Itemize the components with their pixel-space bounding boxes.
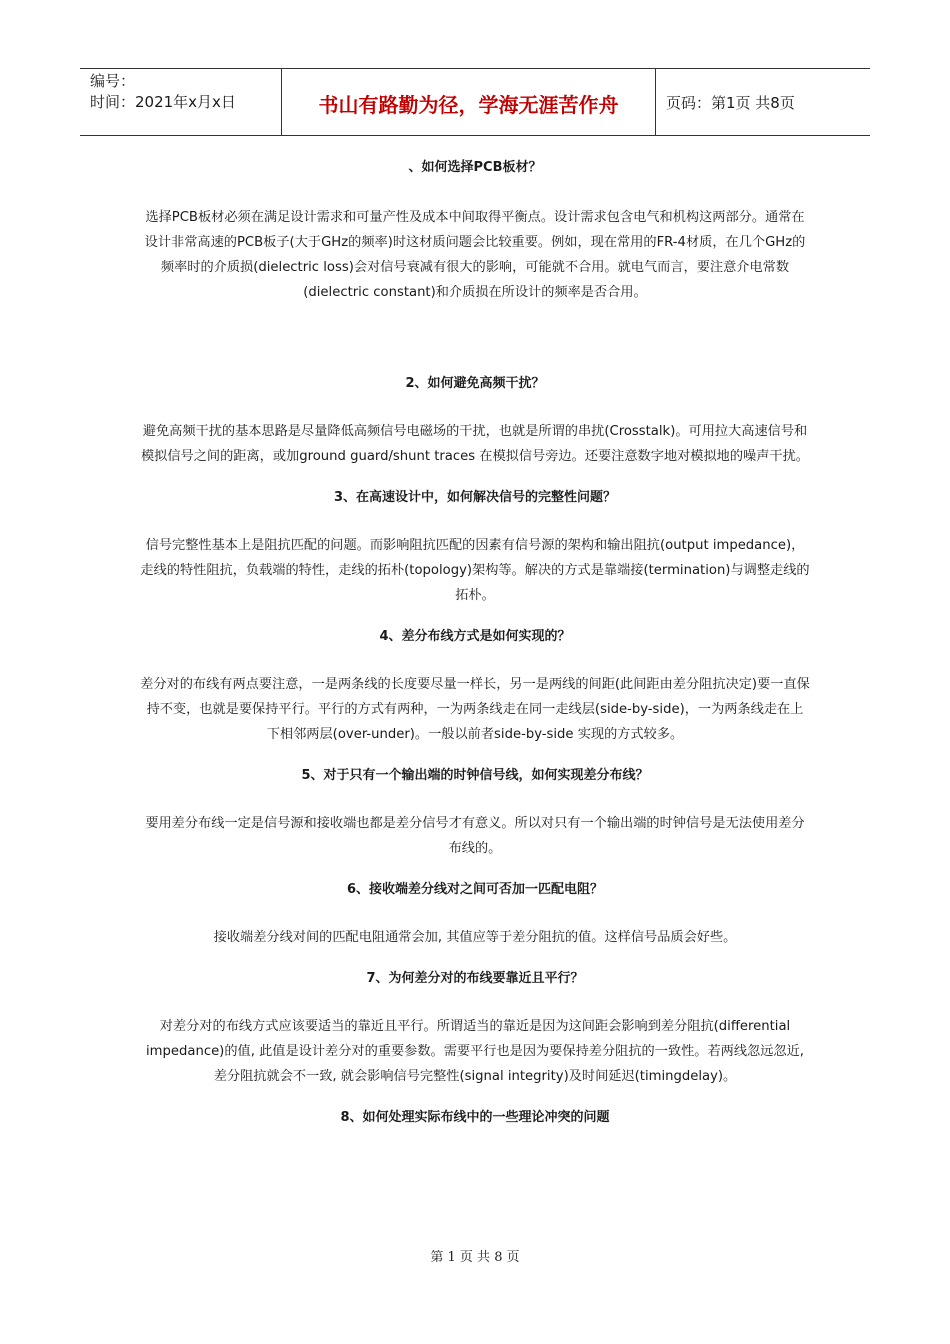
document-body [140,158,810,1128]
question-heading-6: 6、接收端差分线对之间可否加一匹配电阻？ [346,882,604,897]
answer-paragraph-5: 要用差分布线一定是信号源和接收端也都是差分信号才有意义。所以对只有一个输出端的时钟信号是无法使用差分布线的。 [145,816,805,856]
question-heading-2: 2、如何避免高频干扰？ [405,376,545,391]
document-time-label: 时间：2021年x月x日 [90,93,236,111]
question-heading-1: 、如何选择PCB板材？ [408,160,542,175]
page-footer: 第 1 页 共 8 页 [430,1250,520,1265]
question-heading-5: 5、对于只有一个输出端的时钟信号线，如何实现差分布线？ [301,768,649,783]
header-page-info: 页码：第1页 共8页 [666,93,795,112]
answer-paragraph-1: 选择PCB板材必须在满足设计需求和可量产性及成本中间取得平衡点。设计需求包含电气和机构这两部分。通常在设计非常高速的PCB板子(大于GHz的频率)时这材质问题会比较重要。例如，现在常用的FR-4材质，在几个GHz的频率时的介质损(dielectric loss)会对信号衰减有很大的影响，可能就不合用。就电气而言，要注意介电常数(dielectric constant)和介质损在所设计的频率是否合用。 [144,210,806,300]
question-heading-4: 4、差分布线方式是如何实现的？ [379,629,571,644]
question-heading-3: 3、在高速设计中，如何解决信号的完整性问题？ [333,490,617,505]
answer-paragraph-6: 接收端差分线对间的匹配电阻通常会加, 其值应等于差分阻抗的值。这样信号品质会好些。 [213,930,737,945]
document-number-label: 编号： [90,72,136,90]
answer-paragraph-3: 信号完整性基本上是阻抗匹配的问题。而影响阻抗匹配的因素有信号源的架构和输出阻抗(output impedance)，走线的特性阻抗，负载端的特性，走线的拓朴(topology)架构等。解决的方式是靠端接(termination)与调整走线的拓朴。 [140,538,810,603]
question-heading-7: 7、为何差分对的布线要靠近且平行？ [366,971,584,986]
question-heading-8: 8、如何处理实际布线中的一些理论冲突的问题 [340,1110,610,1125]
answer-paragraph-4: 差分对的布线有两点要注意，一是两条线的长度要尽量一样长，另一是两线的间距(此间距由差分阻抗决定)要一直保持不变，也就是要保持平行。平行的方式有两种，一为两条线走在同一走线层(side-by-side)，一为两条线走在上下相邻两层(over-under)。一般以前者side-by-side 实现的方式较多。 [140,677,810,742]
answer-paragraph-7: 对差分对的布线方式应该要适当的靠近且平行。所谓适当的靠近是因为这间距会影响到差分阻抗(differential impedance)的值, 此值是设计差分对的重要参数。需要平行也是因为要保持差分阻抗的一致性。若两线忽远忽近, 差分阻抗就会不一致, 就会影响信号完整性(signal integrity)及时间延迟(timingdelay)。 [146,1019,804,1084]
header-meta-cell [80,69,282,135]
header-motto: 书山有路勤为径，学海无涯苦作舟 [282,69,656,135]
answer-paragraph-2: 避免高频干扰的基本思路是尽量降低高频信号电磁场的干扰，也就是所谓的串扰(Crosstalk)。可用拉大高速信号和模拟信号之间的距离，或加ground guard/shunt traces 在模拟信号旁边。还要注意数字地对模拟地的噪声干扰。 [140,424,809,464]
document-header [80,68,870,136]
